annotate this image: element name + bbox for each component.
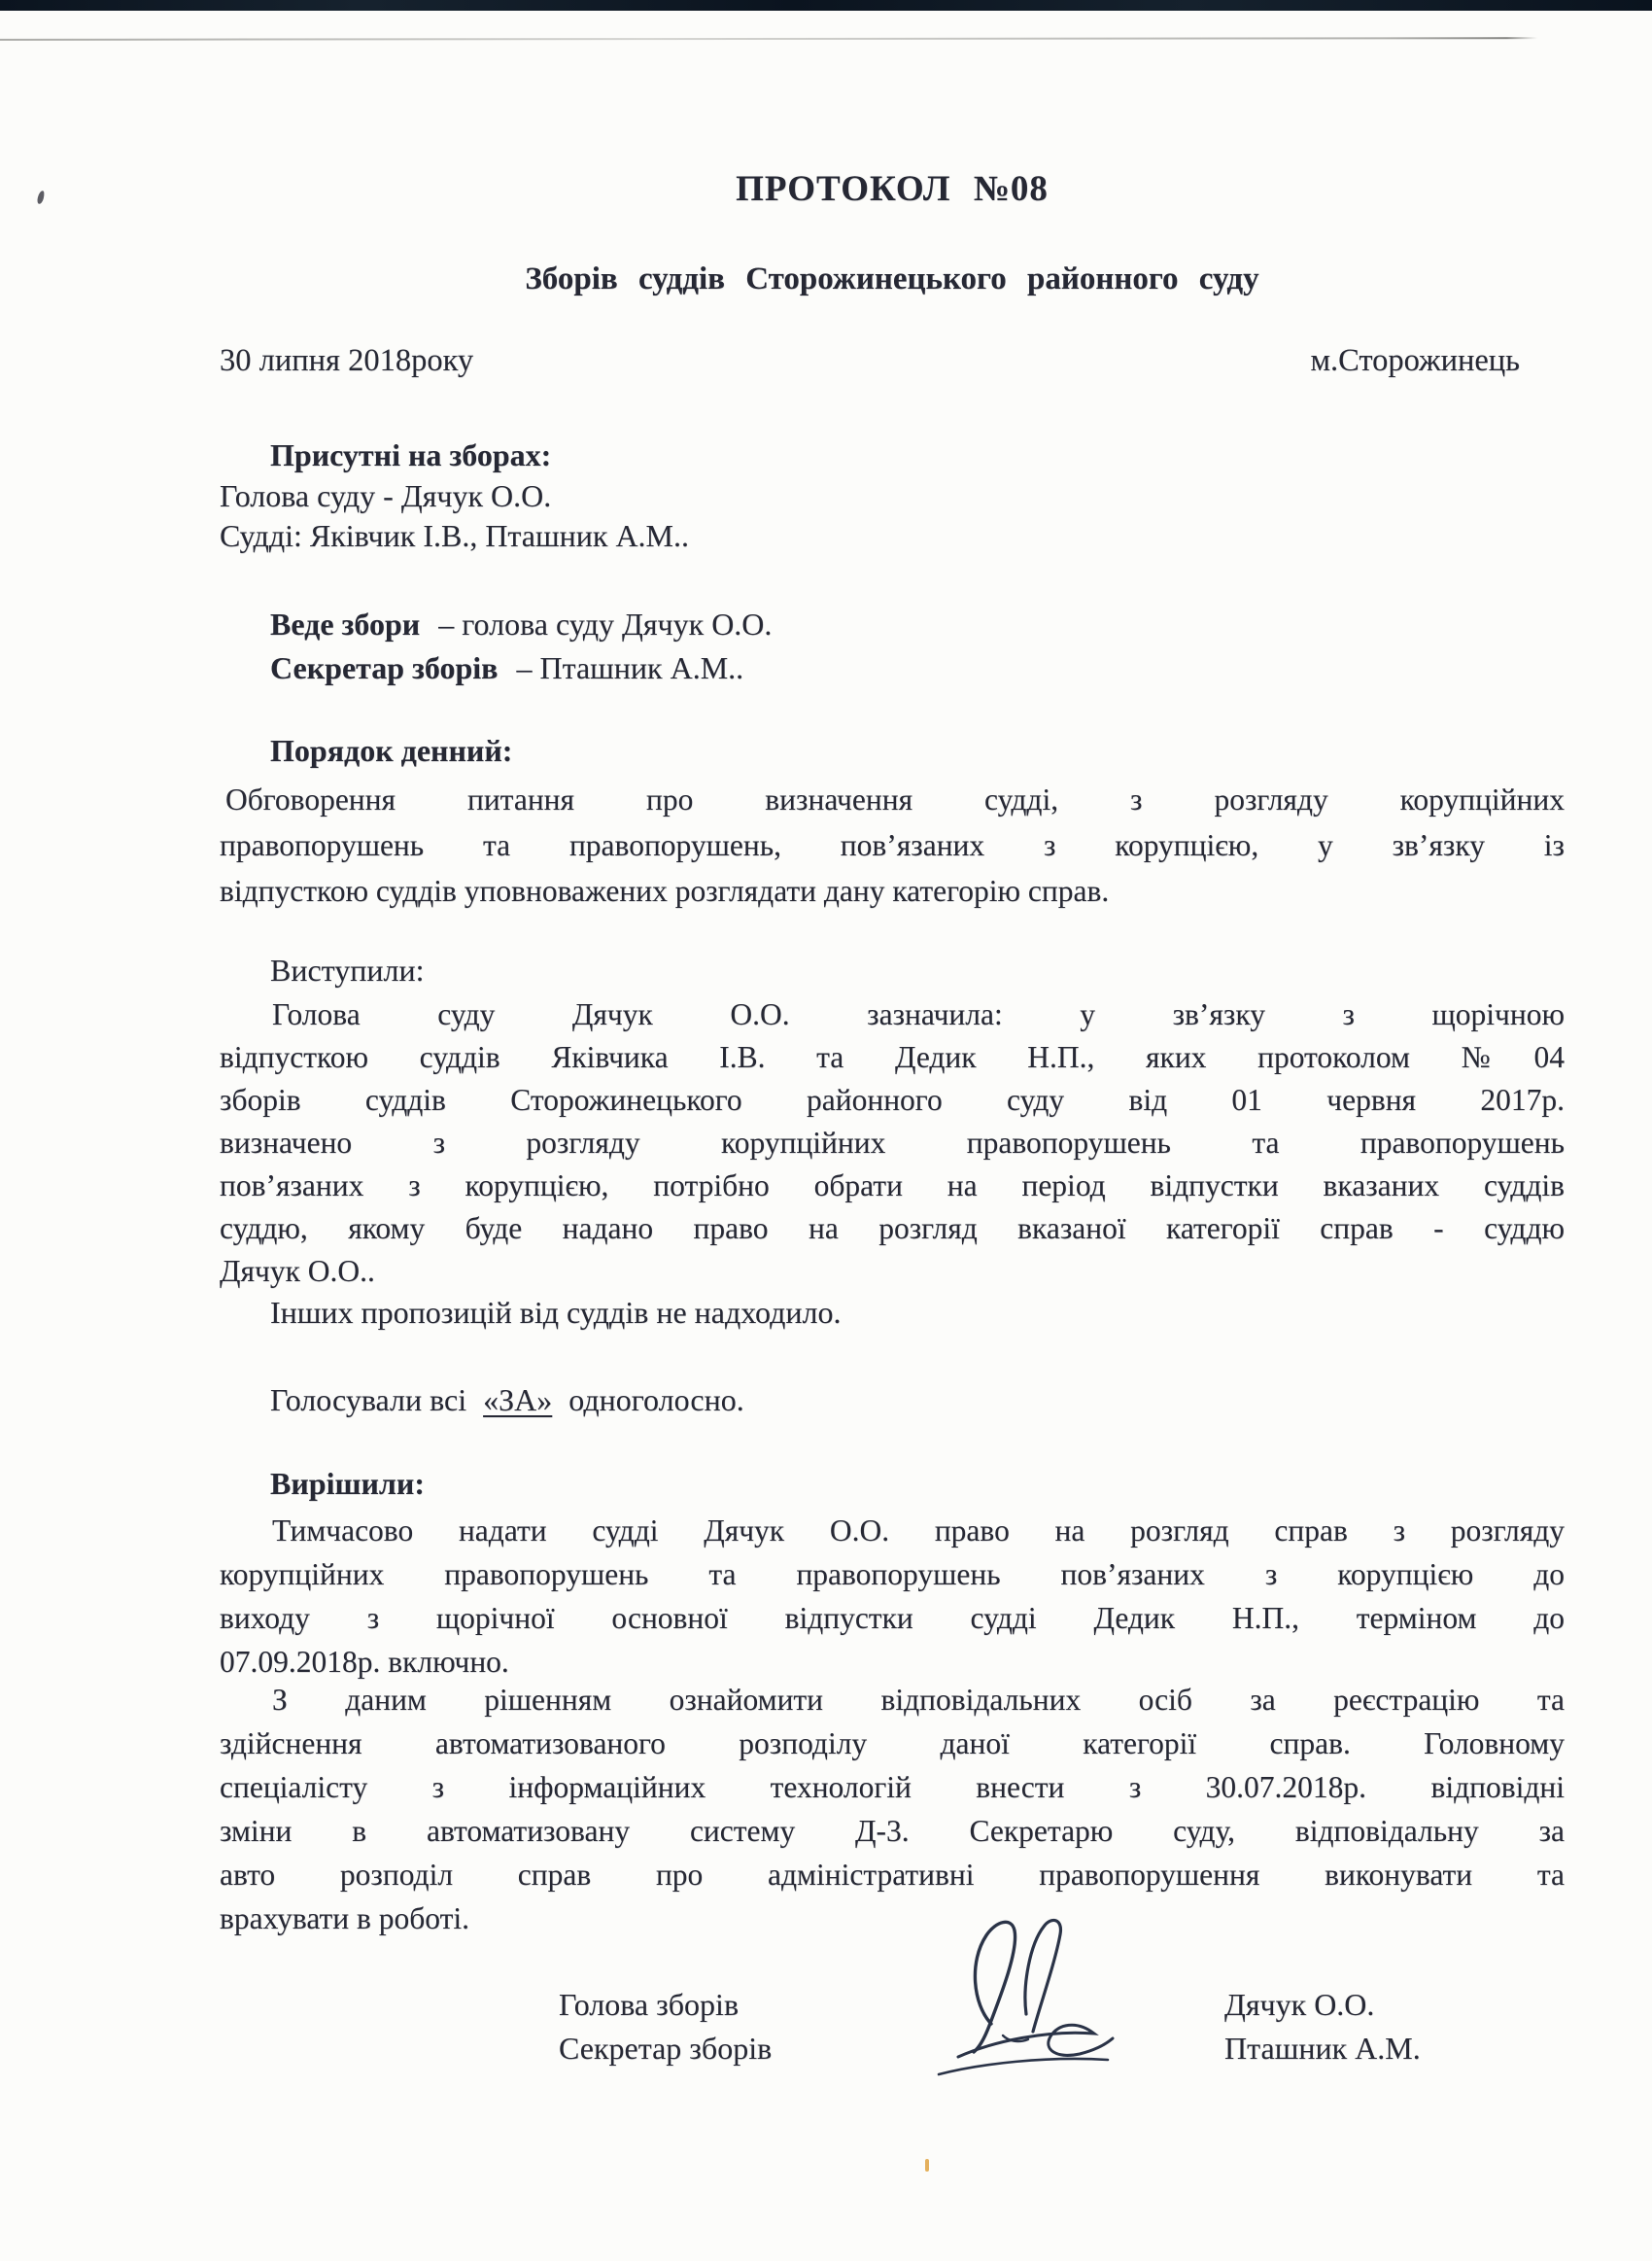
speech-line: відпусткою суддів Яківчика І.В. та Дедик Н.П., яких протоколом №04 (220, 1040, 1565, 1074)
decision-line: виходу з щорічної основної відпустки судді Дедик Н.П., терміном до (220, 1601, 1565, 1635)
decision-line: здійснення автоматизованого розподілу даної категорії справ. Головному (220, 1726, 1565, 1760)
speech-line: пов’язаних з корупцією, потрібно обрати на період відпустки вказаних суддів (220, 1168, 1565, 1202)
speech-line: визначено з розгляду корупційних правопорушень та правопорушень (220, 1126, 1565, 1160)
present-chair-line: Голова суду - Дячук О.О. (220, 478, 552, 513)
scanner-edge-bar (0, 0, 1652, 11)
decision-line: зміни в автоматизовану систему Д-3. Секретарю суду, відповідальну за (220, 1814, 1565, 1848)
no-proposals-line: Інших пропозицій від суддів не надходило. (270, 1295, 842, 1330)
decision-line: З даним рішенням ознайомити відповідальних осіб за реєстрацію та (272, 1683, 1565, 1717)
agenda-line: Обговорення питання про визначення судді, з розгляду корупційних (225, 783, 1565, 817)
vote-suffix: одноголосно. (568, 1382, 744, 1417)
speeches-heading: Виступили: (270, 953, 425, 988)
document-date: 30 липня 2018року (220, 343, 474, 378)
handwritten-signature (902, 1911, 1156, 2094)
signature-name-secretary: Пташник А.М. (1224, 2031, 1421, 2066)
decision-line: корупційних правопорушень та правопорушень пов’язаних з корупцією до (220, 1557, 1565, 1591)
speech-paragraph (220, 993, 1565, 1293)
meeting-chair-line (220, 605, 1565, 644)
decision-paragraph-2 (220, 1678, 1565, 1940)
speech-line: Дячук О.О.. (220, 1254, 375, 1288)
speech-line: суддю, якому буде надано право на розгляд вказаної категорії справ - суддю (220, 1211, 1565, 1245)
vote-result-line (220, 1380, 1565, 1419)
decision-line: 07.09.2018р. включно. (220, 1645, 509, 1679)
document-place: м.Сторожинець (1310, 343, 1520, 378)
decision-paragraph-1 (220, 1509, 1565, 1684)
signature-role-secretary: Секретар зборів (559, 2031, 773, 2066)
vote-prefix: Голосували всі (270, 1382, 467, 1417)
agenda-line: відпусткою суддів уповноважених розглядати дану категорію справ. (220, 874, 1110, 908)
signature-role-chair: Голова зборів (559, 1987, 740, 2022)
decision-line: Тимчасово надати судді Дячук О.О. право на розгляд справ з розгляду (272, 1513, 1565, 1548)
scan-speck (36, 190, 45, 204)
meeting-secretary-value: – Пташник А.М.. (516, 650, 744, 685)
vote-word-underlined: «ЗА» (483, 1382, 553, 1417)
present-heading: Присутні на зборах: (270, 437, 552, 472)
document-title: ПРОТОКОЛ №08 (736, 169, 1049, 209)
agenda-paragraph (220, 777, 1565, 914)
decision-line: врахувати в роботі. (220, 1901, 470, 1935)
speech-line: Голова суду Дячук О.О. зазначила: у зв’язку з щорічною (272, 997, 1565, 1031)
agenda-heading: Порядок денний: (270, 733, 513, 768)
decision-heading: Вирішили: (270, 1466, 425, 1501)
scan-speck-orange (925, 2159, 929, 2172)
speech-line: зборів суддів Сторожинецького районного суду від 01 червня 2017р. (220, 1083, 1565, 1117)
meeting-chair-value: – голова суду Дячук О.О. (438, 607, 773, 642)
decision-line: авто розподіл справ про адміністративні правопорушення виконувати та (220, 1858, 1565, 1892)
meeting-chair-label: Веде збори (270, 607, 421, 642)
agenda-line: правопорушень та правопорушень, пов’язаних з корупцією, у зв’язку із (220, 828, 1565, 862)
document-subtitle: Зборів суддів Сторожинецького районного суду (525, 261, 1259, 296)
signature-name-chair: Дячук О.О. (1224, 1987, 1375, 2022)
meeting-secretary-line (220, 648, 1565, 687)
present-judges-line: Судді: Яківчик І.В., Пташник А.М.. (220, 518, 689, 553)
scan-fold-line (0, 37, 1537, 41)
meeting-secretary-label: Секретар зборів (270, 650, 499, 685)
decision-line: спеціалісту з інформаційних технологій внести з 30.07.2018р. відповідні (220, 1770, 1565, 1804)
date-place-row (220, 342, 1565, 379)
